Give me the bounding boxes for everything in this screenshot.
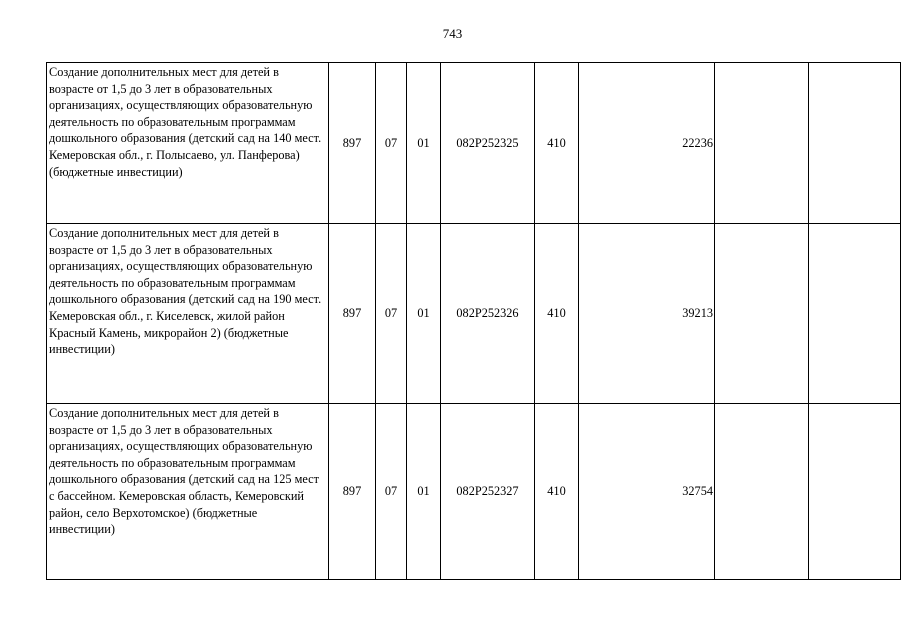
empty-cell — [809, 404, 901, 580]
section-cell: 07 — [376, 63, 407, 224]
description-cell: Создание дополнительных мест для детей в возрасте от 1,5 до 3 лет в образовательных организациях, осуществляющих образовательную деятельность по образовательным программам дошкольного образования (детский сад на 125 мест с бассейном. Кемеровская область, Кемеровский район, село Верхотомское) (бюджетные инвестиции) — [47, 404, 329, 580]
empty-cell — [809, 224, 901, 404]
description-cell: Создание дополнительных мест для детей в возрасте от 1,5 до 3 лет в образовательных организациях, осуществляющих образовательную деятельность по образовательным программам дошкольного образования (детский сад на 190 мест. Кемеровская обл., г. Киселевск, жилой район Красный Камень, микрорайон 2) (бюджетные инвестиции) — [47, 224, 329, 404]
description-cell: Создание дополнительных мест для детей в возрасте от 1,5 до 3 лет в образовательных организациях, осуществляющих образовательную деятельность по образовательным программам дошкольного образования (детский сад на 140 мест. Кемеровская обл., г. Полысаево, ул. Панферова) (бюджетные инвестиции) — [47, 63, 329, 224]
expense-type-cell: 410 — [535, 224, 579, 404]
table-row — [47, 63, 901, 224]
target-article-cell: 082P252326 — [441, 224, 535, 404]
empty-cell — [715, 224, 809, 404]
subsection-cell: 01 — [407, 63, 441, 224]
page-number: 743 — [442, 26, 463, 41]
section-cell: 07 — [376, 404, 407, 580]
empty-cell — [715, 63, 809, 224]
expense-type-cell: 410 — [535, 63, 579, 224]
table-row — [47, 224, 901, 404]
target-article-cell: 082P252327 — [441, 404, 535, 580]
expense-type-cell: 410 — [535, 404, 579, 580]
empty-cell — [809, 63, 901, 224]
ministry-code-cell: 897 — [329, 224, 376, 404]
subsection-cell: 01 — [407, 224, 441, 404]
table-row — [47, 404, 901, 580]
ministry-code-cell: 897 — [329, 404, 376, 580]
ministry-code-cell: 897 — [329, 63, 376, 224]
amount-cell: 39213 — [579, 224, 715, 404]
section-cell: 07 — [376, 224, 407, 404]
budget-table — [46, 62, 901, 580]
amount-cell: 22236 — [579, 63, 715, 224]
target-article-cell: 082P252325 — [441, 63, 535, 224]
amount-cell: 32754 — [579, 404, 715, 580]
subsection-cell: 01 — [407, 404, 441, 580]
empty-cell — [715, 404, 809, 580]
